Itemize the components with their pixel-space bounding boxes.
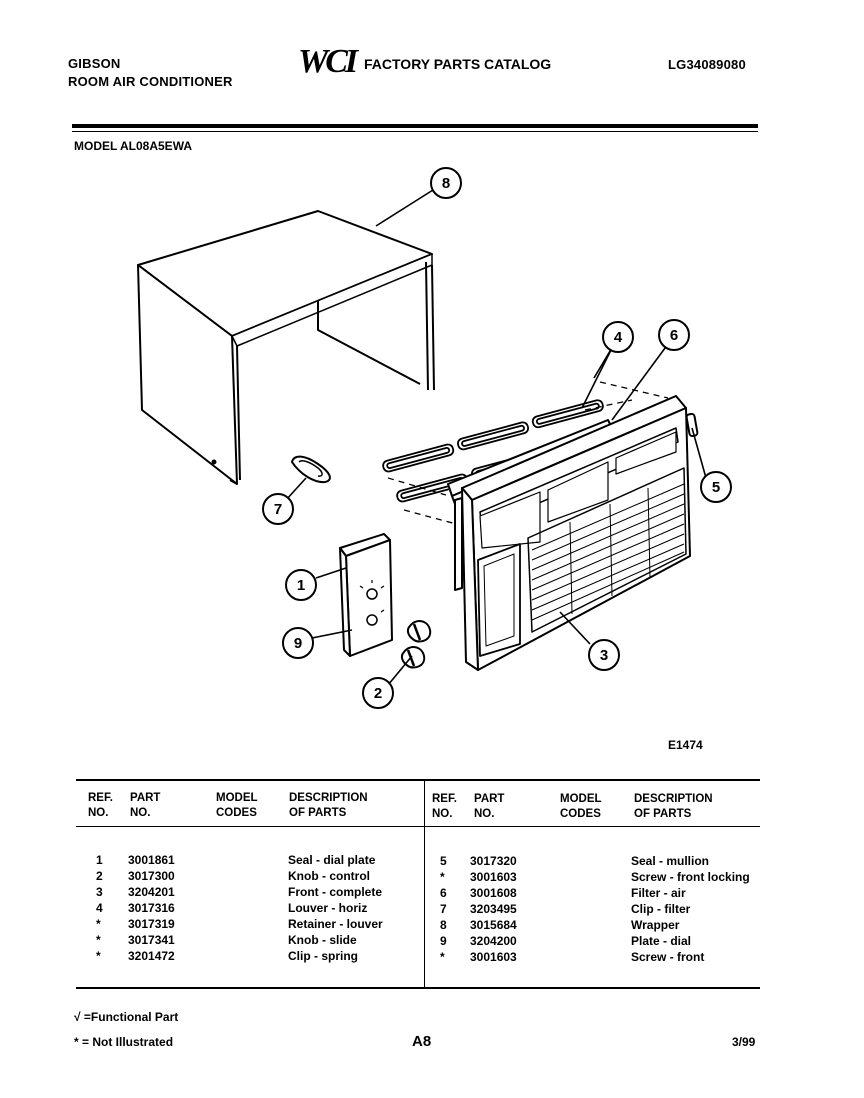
col-ref-header-right: REF. NO.: [432, 793, 457, 820]
table-cell: 3017341: [128, 933, 175, 947]
table-cell: Screw - front: [631, 950, 705, 964]
callout-3: 3: [599, 647, 609, 664]
table-cell: *: [96, 949, 101, 963]
right-part-column: [470, 853, 517, 965]
table-cell: 3201472: [128, 949, 175, 963]
table-cell: 5: [440, 854, 447, 868]
mullion-seal-part: [686, 413, 698, 436]
table-cell: *: [440, 870, 445, 884]
table-divider: [424, 781, 425, 987]
wrapper-part: [138, 211, 434, 484]
col-desc-header-right: DESCRIPTION OF PARTS: [634, 793, 713, 820]
wci-logo: WCI: [298, 43, 356, 80]
catalog-number: LG34089080: [668, 57, 746, 72]
callout-1: 1: [296, 577, 306, 594]
callout-6: 6: [669, 327, 679, 344]
table-cell: 6: [440, 886, 447, 900]
table-cell: 2: [96, 869, 103, 883]
table-cell: Knob - control: [288, 869, 370, 883]
table-cell: 3001861: [128, 853, 175, 867]
table-cell: 3017316: [128, 901, 175, 915]
table-bottom-rule: [76, 987, 760, 989]
callout-9: 9: [293, 635, 303, 652]
not-illustrated-note: * = Not Illustrated: [74, 1035, 174, 1049]
figure-id: E1474: [668, 738, 703, 752]
right-desc-column: [631, 853, 750, 965]
brand-name: GIBSON: [68, 56, 121, 71]
table-cell: 1: [96, 853, 103, 867]
callout-4: 4: [613, 329, 623, 346]
left-desc-column: [288, 852, 383, 964]
revision-date: 3/99: [732, 1035, 756, 1049]
table-cell: *: [440, 950, 445, 964]
callout-2: 2: [373, 685, 383, 702]
left-part-column: [128, 852, 175, 964]
table-cell: 3: [96, 885, 103, 899]
page-number: A8: [412, 1033, 432, 1050]
filter-clip-part: [292, 457, 330, 483]
table-cell: 3015684: [470, 918, 517, 932]
table-cell: Wrapper: [631, 918, 680, 932]
table-cell: *: [96, 917, 101, 931]
callout-5: 5: [711, 479, 721, 496]
table-cell: 3017320: [470, 854, 517, 868]
callout-7: 7: [273, 501, 283, 518]
table-cell: 3001603: [470, 870, 517, 884]
table-cell: 8: [440, 918, 447, 932]
model-label: MODEL AL08A5EWA: [74, 139, 193, 153]
dial-plate-part: [340, 534, 392, 656]
col-part-header: PART NO.: [130, 792, 161, 819]
table-cell: Seal - mullion: [631, 854, 710, 868]
table-cell: Retainer - louver: [288, 917, 383, 931]
col-ref-header: REF. NO.: [88, 792, 113, 819]
col-part-header-right: PART NO.: [474, 793, 505, 820]
table-top-rule: [76, 779, 760, 781]
table-cell: 3001603: [470, 950, 517, 964]
col-desc-header: DESCRIPTION OF PARTS: [289, 792, 368, 819]
table-cell: 3017319: [128, 917, 175, 931]
table-cell: 3204201: [128, 885, 175, 899]
catalog-title: FACTORY PARTS CATALOG: [364, 56, 552, 72]
col-model-header-right: MODEL CODES: [560, 793, 602, 820]
callout-8: 8: [441, 175, 451, 192]
table-cell: Clip - spring: [288, 949, 358, 963]
table-cell: Seal - dial plate: [288, 853, 376, 867]
table-cell: Knob - slide: [288, 933, 357, 947]
table-header-rule: [76, 826, 760, 827]
table-cell: 4: [96, 901, 103, 915]
table-cell: 3001608: [470, 886, 517, 900]
table-cell: 7: [440, 902, 447, 916]
table-cell: *: [96, 933, 101, 947]
functional-part-note: √ =Functional Part: [74, 1010, 179, 1024]
table-cell: 3204200: [470, 934, 517, 948]
product-name: ROOM AIR CONDITIONER: [68, 74, 233, 89]
table-cell: Front - complete: [288, 885, 383, 899]
table-cell: Plate - dial: [631, 934, 692, 948]
left-ref-column: [96, 852, 103, 964]
table-cell: 9: [440, 934, 447, 948]
table-cell: Clip - filter: [631, 902, 691, 916]
table-cell: Louver - horiz: [288, 901, 368, 915]
table-cell: Screw - front locking: [631, 870, 750, 884]
col-model-header: MODEL CODES: [216, 792, 258, 819]
right-ref-column: [440, 853, 447, 965]
table-cell: 3017300: [128, 869, 175, 883]
control-knob-parts: [402, 621, 430, 667]
table-cell: Filter - air: [631, 886, 686, 900]
table-cell: 3203495: [470, 902, 517, 916]
